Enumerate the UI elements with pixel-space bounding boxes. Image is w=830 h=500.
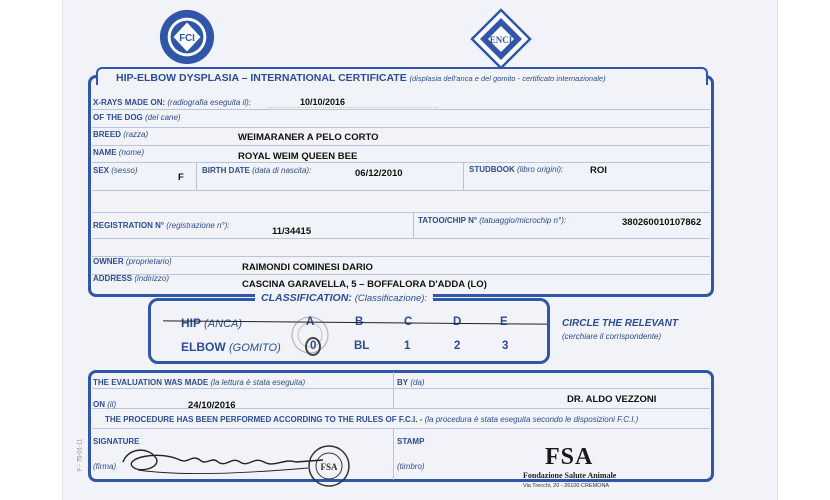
stamp-label-it: (timbro) bbox=[397, 462, 425, 471]
xrays-label: X-RAYS MADE ON: (radiografia eseguita il): bbox=[93, 98, 251, 107]
fsa-stamp-name: Fondazione Salute Animale bbox=[523, 471, 617, 480]
elbow-grade-1: 1 bbox=[404, 340, 411, 352]
circle-instruction-it: (cerchiare il corrispondente) bbox=[562, 332, 662, 341]
owner-label: OWNER (proprietario) bbox=[93, 257, 172, 266]
fsa-round-stamp-text: FSA bbox=[320, 462, 338, 472]
fsa-stamp-address: Via Trecchi, 20 - 26100 CREMONA bbox=[523, 483, 610, 489]
classification-title: CLASSIFICATION: (Classificazione): bbox=[255, 292, 433, 304]
certificate-title-bar bbox=[96, 67, 708, 85]
registration-label: REGISTRATION N° (registrazione n°): bbox=[93, 221, 230, 230]
fsa-stamp-logo: FSA bbox=[545, 444, 594, 470]
fci-logo bbox=[158, 8, 216, 66]
evaluation-date-value: 24/10/2016 bbox=[188, 400, 236, 411]
elbow-grade-3: 3 bbox=[502, 340, 509, 352]
chip-label: TATOO/CHIP N° (tatuaggio/microchip n°): bbox=[418, 216, 567, 225]
breed-label: BREED (razza) bbox=[93, 130, 149, 139]
by-label: BY (da) bbox=[397, 378, 425, 387]
sex-label: SEX (sesso) bbox=[93, 166, 138, 175]
hip-grade-d: D bbox=[453, 316, 462, 328]
enci-logo bbox=[470, 8, 532, 70]
hip-label: HIP (ANCA) bbox=[181, 316, 243, 330]
birth-value: 06/12/2010 bbox=[355, 168, 403, 179]
hip-grade-a: A bbox=[306, 316, 315, 328]
hip-grade-e: E bbox=[500, 316, 508, 328]
certificate-title: HIP-ELBOW DYSPLASIA – INTERNATIONAL CERTIFICATE bbox=[116, 72, 407, 84]
name-value: ROYAL WEIM QUEEN BEE bbox=[238, 151, 358, 162]
name-label: NAME (nome) bbox=[93, 148, 145, 157]
on-label: ON (il) bbox=[93, 400, 117, 409]
elbow-grade-bl: BL bbox=[354, 340, 370, 352]
enci-logo-text: ENCI bbox=[489, 35, 513, 45]
hip-grade-c: C bbox=[404, 316, 413, 328]
evaluator-value: DR. ALDO VEZZONI bbox=[567, 394, 657, 405]
procedure-text: THE PROCEDURE HAS BEEN PERFORMED ACCORDING TO THE RULES OF F.C.I. - (la procedura è stata eseguita secondo le disposizioni F.C.I.) bbox=[105, 415, 639, 424]
evaluation-made-label: THE EVALUATION WAS MADE (la lettura è stata eseguita) bbox=[93, 378, 306, 387]
elbow-grade-2: 2 bbox=[454, 340, 461, 352]
circle-instruction: CIRCLE THE RELEVANT bbox=[562, 318, 678, 329]
owner-value: RAIMONDI COMINESI DARIO bbox=[242, 262, 373, 273]
dog-label: OF THE DOG (del cane) bbox=[93, 113, 181, 122]
stamp-label: STAMP bbox=[397, 437, 425, 446]
signature-label-it: (firma) bbox=[93, 462, 117, 471]
sex-value: F bbox=[178, 172, 184, 183]
xrays-value: 10/10/2016 bbox=[300, 97, 346, 107]
studbook-value: ROI bbox=[590, 165, 607, 176]
birth-label: BIRTH DATE (data di nascita): bbox=[202, 166, 312, 175]
fsa-round-stamp bbox=[307, 444, 351, 488]
signature-label: SIGNATURE bbox=[93, 437, 140, 446]
side-code: F - 75-01-11 bbox=[77, 438, 84, 472]
certificate-title-it: (displasia dell'anca e del gomito - certificato internazionale) bbox=[409, 74, 606, 83]
address-label: ADDRESS (indirizzo) bbox=[93, 274, 170, 283]
registration-value: 11/34415 bbox=[272, 226, 312, 237]
breed-value: WEIMARANER A PELO CORTO bbox=[238, 132, 379, 143]
elbow-label: ELBOW (GOMITO) bbox=[181, 340, 281, 354]
address-value: CASCINA GARAVELLA, 5 – BOFFALORA D'ADDA (LO) bbox=[242, 279, 487, 290]
classification-box bbox=[148, 298, 550, 364]
fci-logo-text: FCI bbox=[179, 32, 195, 44]
hip-grade-b: B bbox=[355, 316, 364, 328]
vet-stamp-small bbox=[290, 315, 330, 355]
studbook-label: STUDBOOK (libro origini): bbox=[469, 165, 564, 174]
handwritten-signature bbox=[118, 440, 333, 480]
chip-value: 380260010107862 bbox=[622, 217, 702, 228]
elbow-grade-0: 0 bbox=[310, 340, 317, 352]
